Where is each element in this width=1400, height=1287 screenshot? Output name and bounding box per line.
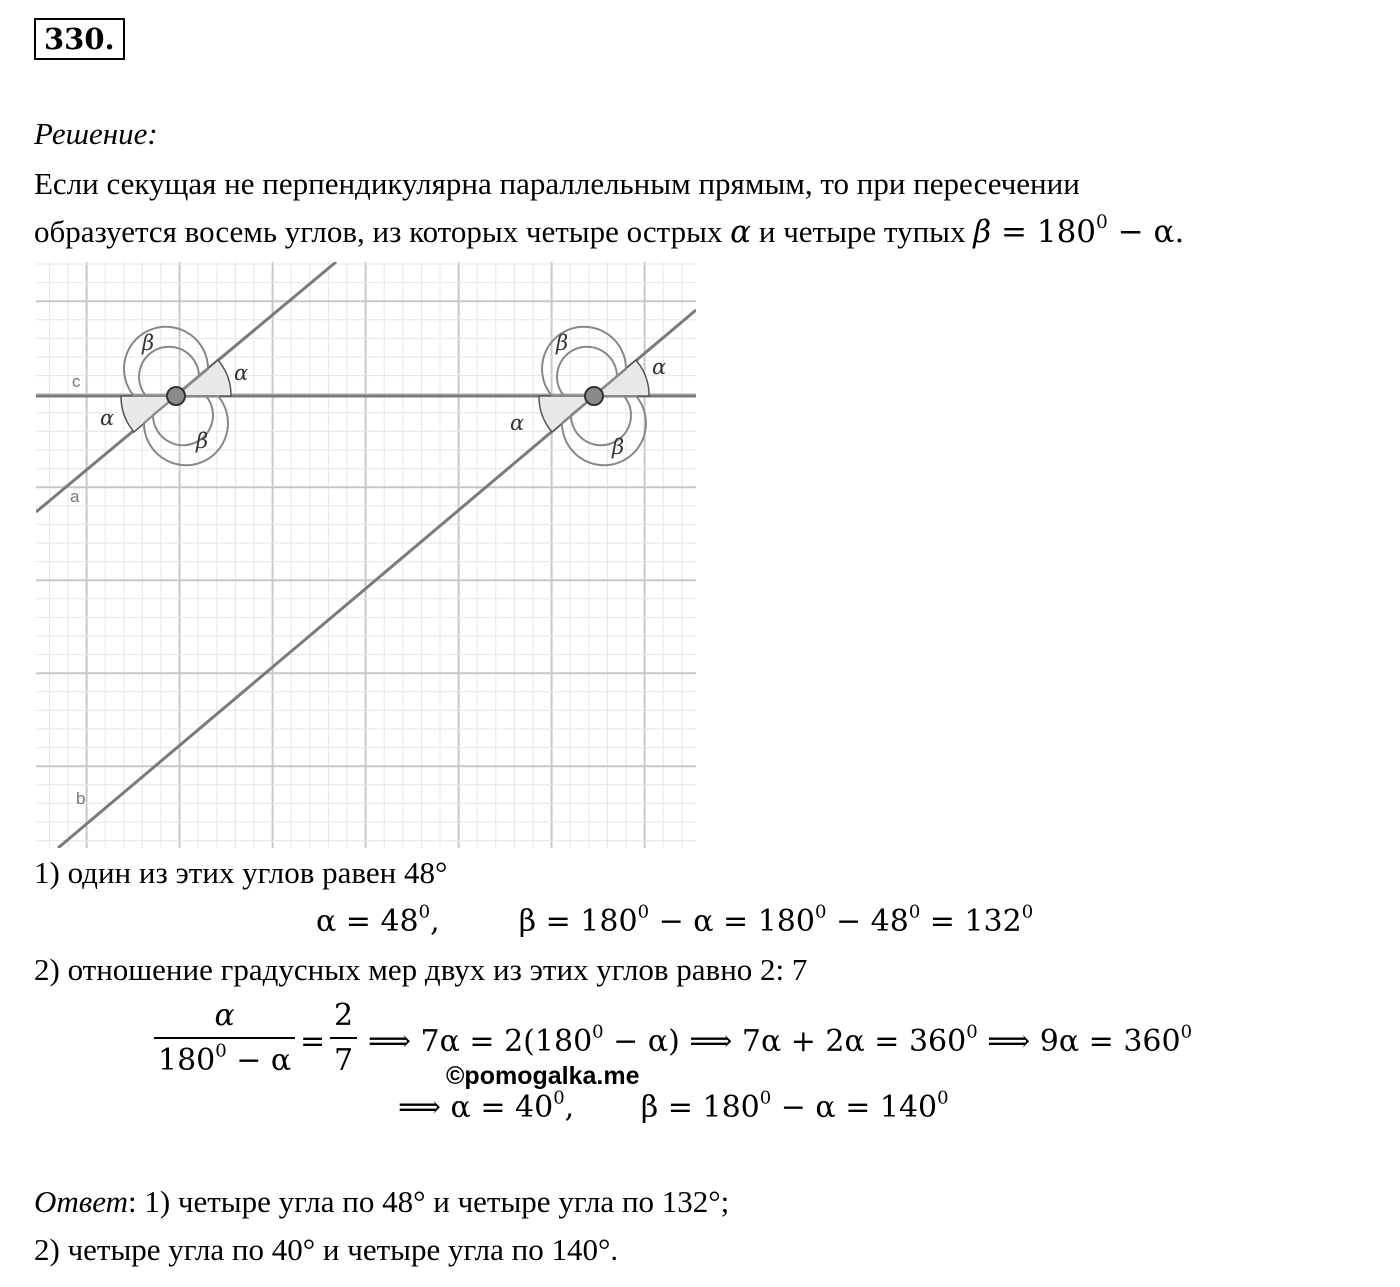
deg-sup: 0 [908, 901, 921, 923]
alpha-label-left-top: α [234, 361, 249, 385]
beta-label-left-bottom: β [196, 429, 209, 453]
label-b: b [76, 789, 86, 808]
deg-sup: 0 [1180, 1021, 1193, 1043]
fraction-numerator: α [214, 998, 235, 1033]
answer-line-1 [34, 1184, 729, 1220]
fraction-denominator: 7 [330, 1037, 357, 1078]
deg-sup: 0 [814, 901, 827, 923]
eq-sign: = [300, 1024, 326, 1059]
case1-text: 1) один из этих углов равен 48° [34, 855, 448, 890]
eq-part: ⟹ 9α = 360 [977, 1024, 1181, 1059]
intro-beta: β [973, 214, 992, 250]
grid [36, 262, 696, 848]
solution-label: Решение: [34, 116, 158, 151]
deg-sup: 0 [637, 901, 650, 923]
den-part: − α [226, 1043, 292, 1078]
eq-part: − α) ⟹ 7α + 2α = 360 [603, 1024, 967, 1059]
beta-label-left-top: β [142, 331, 155, 355]
parallel-lines-diagram [36, 262, 696, 848]
eq-part: , β = 180 [564, 1090, 760, 1125]
intro-line-2 [34, 214, 1184, 250]
intro-alpha: α [730, 214, 752, 250]
deg-sup: 0 [966, 1021, 978, 1043]
case1-beta-eq: β = 180 [518, 904, 638, 939]
den-part: 180 [158, 1043, 216, 1078]
intro-mid: и четыре тупых [751, 214, 974, 249]
label-a: a [70, 487, 80, 506]
intro-text: образуется восемь углов, из которых четыре острых [34, 214, 731, 249]
answer-line-2: 2) четыре угла по 40° и четыре угла по 140°. [34, 1232, 619, 1267]
answer-label: Ответ [34, 1184, 128, 1219]
intersection-point-left [167, 387, 185, 405]
deg-sup: 0 [1021, 901, 1034, 923]
left-intersection [121, 327, 231, 465]
deg-sup: 0 [759, 1087, 772, 1109]
eq-part: − α = 140 [771, 1090, 938, 1125]
case1-comma: , [430, 904, 440, 939]
deg-sup: 0 [418, 901, 431, 923]
fraction-alpha [154, 998, 295, 1078]
fraction-denominator [154, 1037, 295, 1078]
answer-text-1: : 1) четыре угла по 48° и четыре угла по 132°; [127, 1184, 730, 1219]
problem-number: 330. [34, 18, 125, 60]
case2-text: 2) отношение градусных мер двух из этих углов равно 2: 7 [34, 952, 808, 987]
intro-deg: 0 [1096, 212, 1108, 234]
case1-equation [316, 901, 1034, 939]
alpha-label-right-bottom: α [510, 411, 525, 435]
alpha-label-left-bottom: α [100, 406, 115, 430]
eq-part: = 132 [920, 904, 1022, 939]
eq-part: ⟹ 7α = 2(180 [368, 1024, 593, 1059]
case2-chain [368, 1021, 1193, 1059]
beta-label-right-bottom: β [612, 435, 625, 459]
alpha-label-right-top: α [652, 355, 667, 379]
case2-result [398, 1087, 949, 1125]
watermark: ©pomogalka.me [446, 1062, 640, 1090]
label-c: c [72, 372, 81, 391]
intro-end: − α. [1107, 214, 1185, 250]
fraction-two-sevenths [330, 998, 357, 1078]
fraction-numerator: 2 [334, 998, 354, 1033]
deg-sup: 0 [215, 1040, 227, 1062]
deg-sup: 0 [592, 1021, 604, 1043]
eq-part: − 48 [826, 904, 909, 939]
intro-eq: = 180 [991, 214, 1097, 250]
beta-label-right-top: β [556, 331, 569, 355]
deg-sup: 0 [937, 1087, 949, 1109]
eq-part: − α = 180 [649, 904, 815, 939]
intro-line-1: Если секущая не перпендикулярна параллельным прямым, то при пересечении [34, 166, 1080, 201]
intersection-point-right [585, 387, 603, 405]
eq-part: ⟹ α = 40 [398, 1090, 554, 1125]
deg-sup: 0 [553, 1087, 565, 1109]
case1-alpha-eq: α = 48 [316, 904, 419, 939]
